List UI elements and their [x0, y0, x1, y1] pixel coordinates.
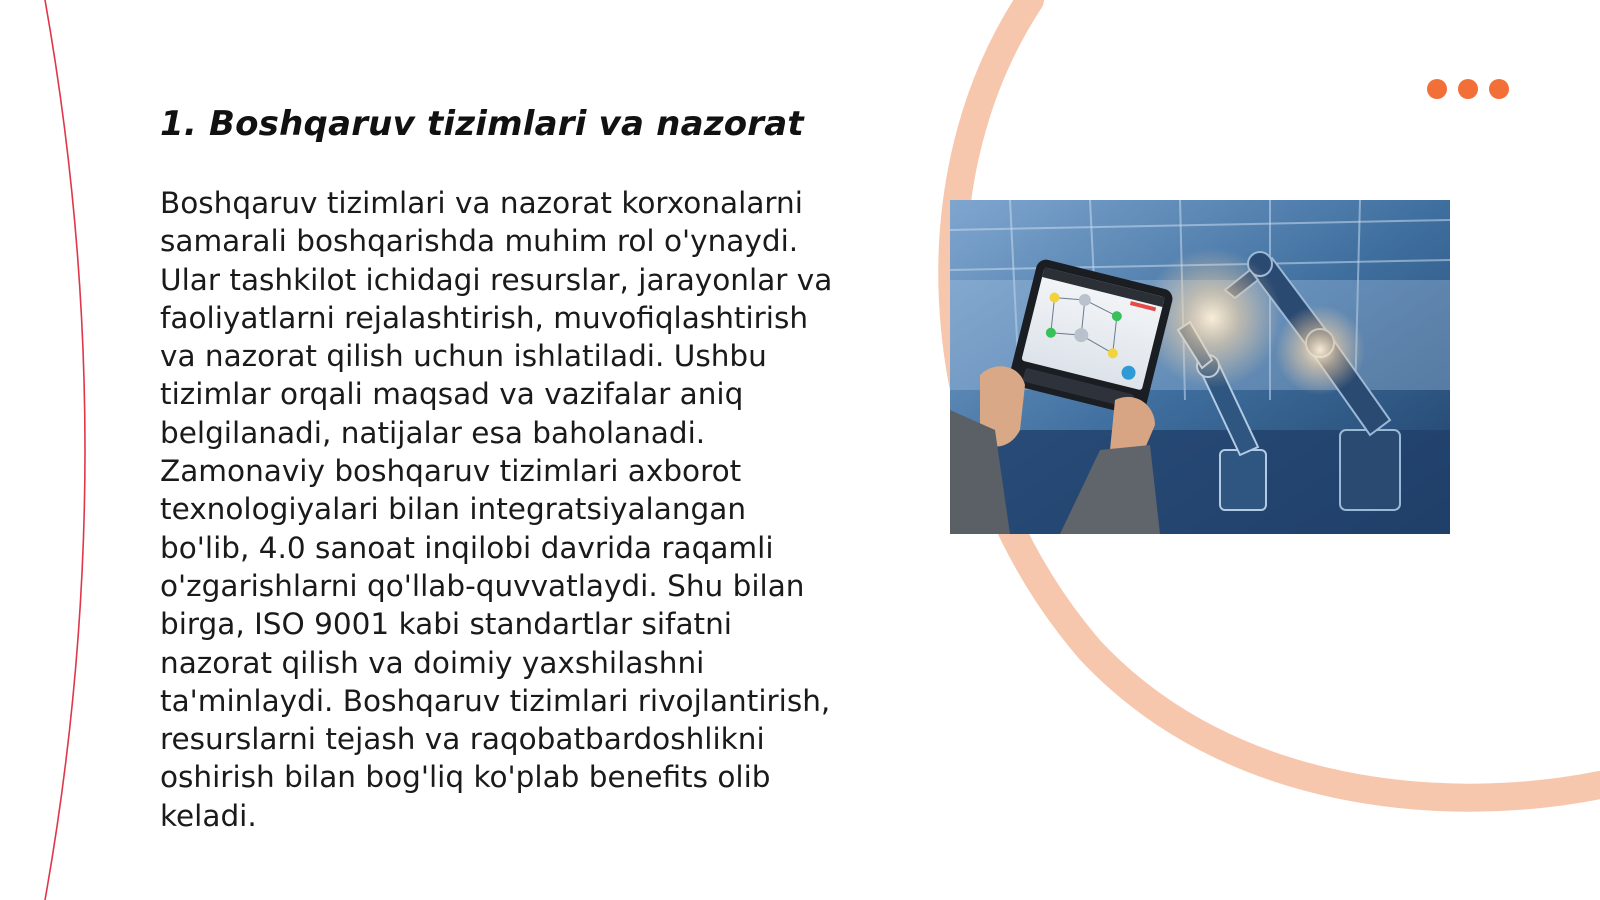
- body-line: o'zgarishlarni qo'llab-quvvatlaydi. Shu bilan: [160, 568, 805, 603]
- body-line: Zamonaviy boshqaruv tizimlari axborot: [160, 454, 742, 489]
- body-line: Boshqaruv tizimlari va nazorat korxonalarni: [160, 186, 803, 220]
- body-line: oshirish bilan bog'liq ko'plab benefits olib: [160, 760, 771, 795]
- dot-3: [1489, 79, 1509, 99]
- body-line: nazorat qilish va doimiy yaxshilashni: [160, 645, 705, 680]
- dot-1: [1427, 79, 1447, 99]
- body-line: Ular tashkilot ichidagi resurslar, jarayonlar va: [160, 262, 833, 297]
- body-line: samarali boshqarishda muhim rol o'ynaydi.: [160, 224, 799, 259]
- dot-2: [1458, 79, 1478, 99]
- body-line: faoliyatlarni rejalashtirish, muvofiqlashtirish: [160, 300, 809, 335]
- body-line: texnologiyalari bilan integratsiyalangan: [160, 492, 747, 527]
- body-line: belgilanadi, natijalar esa baholanadi.: [160, 415, 706, 450]
- body-line: keladi.: [160, 798, 257, 833]
- body-line: resurslarni tejash va raqobatbardoshlikni: [160, 722, 765, 757]
- body-line: va nazorat qilish uchun ishlatiladi. Ushbu: [160, 339, 767, 374]
- body-paragraph: [160, 184, 860, 835]
- body-line: bo'lib, 4.0 sanoat inqilobi davrida raqamli: [160, 530, 774, 565]
- body-line: birga, ISO 9001 kabi standartlar sifatni: [160, 607, 732, 642]
- industrial-robot-tablet-image: [950, 200, 1450, 534]
- menu-dots: [1427, 79, 1509, 99]
- slide-title: 1. Boshqaruv tizimlari va nazorat: [160, 104, 804, 144]
- left-accent-line: [45, 0, 85, 900]
- body-line: tizimlar orqali maqsad va vazifalar aniq: [160, 377, 744, 412]
- body-line: ta'minlaydi. Boshqaruv tizimlari rivojlantirish,: [160, 683, 831, 718]
